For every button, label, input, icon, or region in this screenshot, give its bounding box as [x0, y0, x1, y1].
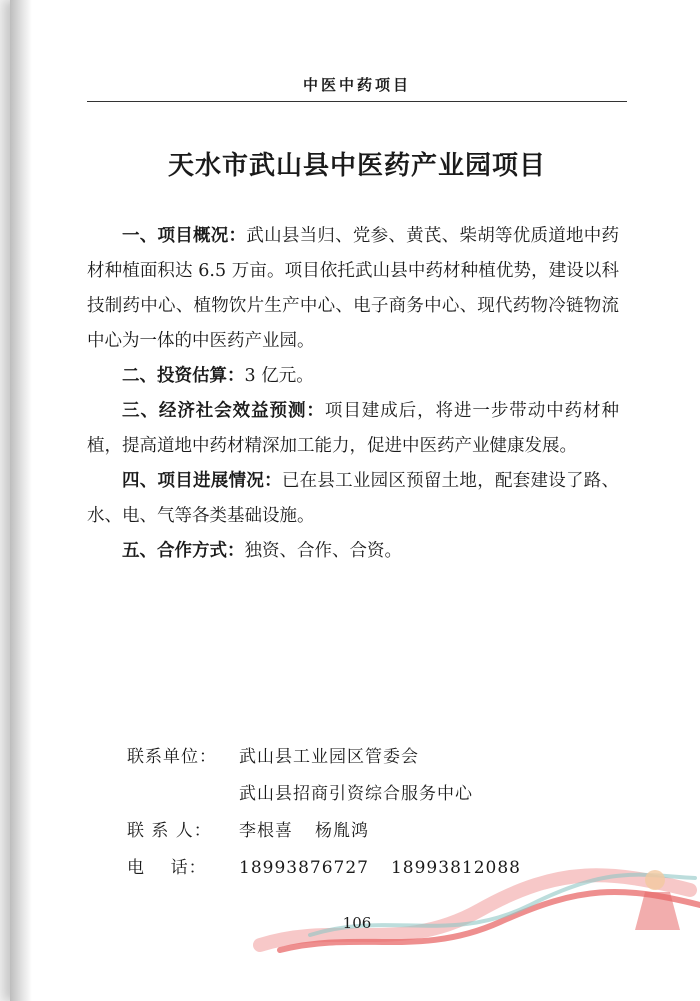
contact-person-2: 杨胤鸿	[315, 821, 369, 841]
section-label: 一、项目概况：	[122, 226, 247, 246]
section-label: 四、项目进展情况：	[122, 471, 282, 491]
contact-unit-row	[127, 739, 607, 776]
section-text: 3 亿元。	[244, 366, 314, 386]
page-title: 天水市武山县中医药产业园项目	[167, 151, 546, 181]
section-investment	[87, 359, 619, 394]
contact-person-row	[127, 813, 607, 850]
running-header: 中医中药项目	[302, 76, 411, 94]
section-label: 三、经济社会效益预测：	[122, 401, 325, 421]
section-overview	[87, 219, 619, 359]
section-benefits	[87, 394, 619, 464]
flying-ribbon-decoration	[250, 850, 700, 960]
page-number: 106	[342, 914, 372, 932]
contact-unit-row-2	[127, 776, 607, 813]
contact-unit-1: 武山县工业园区管委会	[239, 747, 419, 767]
book-binding-shadow	[10, 0, 32, 1001]
section-text: 项目建成后，将进一步带动中药材种植，提高道地中药材精深加工能力，促进中医药产业健康发展。	[87, 401, 620, 456]
section-label: 二、投资估算：	[122, 366, 245, 386]
section-text: 已在县工业园区预留土地，配套建设了路、水、电、气等各类基础设施。	[87, 471, 620, 526]
section-progress	[87, 464, 619, 534]
contact-person-1: 李根喜	[239, 821, 293, 841]
contact-unit-label: 联系单位：	[127, 747, 217, 767]
contact-phone-2: 18993812088	[390, 858, 521, 878]
contact-label-spacer	[127, 776, 239, 813]
contact-unit-2: 武山县招商引资综合服务中心	[239, 784, 473, 804]
body-text	[87, 219, 619, 569]
section-label: 五、合作方式：	[122, 541, 245, 561]
section-cooperation	[87, 534, 619, 569]
section-text: 独资、合作、合资。	[244, 541, 402, 561]
document-page	[10, 0, 700, 1001]
header-rule	[87, 101, 627, 102]
contact-phone-1: 18993876727	[239, 858, 369, 878]
contact-person-label: 联 系 人：	[127, 821, 212, 841]
section-text: 武山县当归、党参、黄芪、柴胡等优质道地中药材种植面积达 6.5 万亩。项目依托武山县中药材种植优势，建设以科技制药中心、植物饮片生产中心、电子商务中心、现代药物冷链物流中心为一体的中医药产业园。	[87, 226, 620, 351]
contact-phone-label: 电 话：	[127, 858, 207, 878]
